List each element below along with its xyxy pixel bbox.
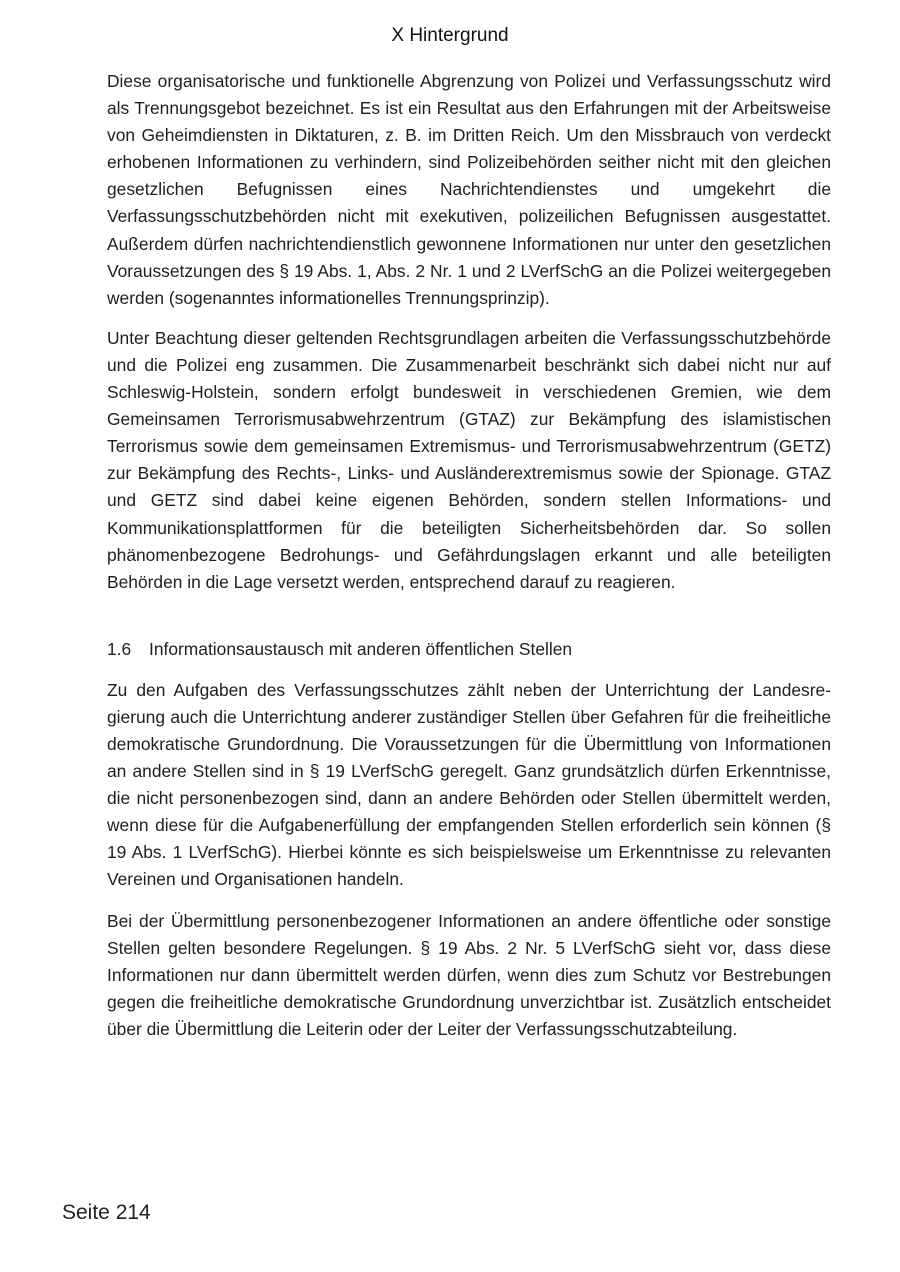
running-header: X Hintergrund: [391, 25, 509, 46]
section-title: Informationsaustausch mit anderen öffentlichen Stellen: [149, 638, 573, 659]
section-heading: [107, 636, 831, 663]
page-content: [107, 68, 831, 1043]
body-paragraph-1: Diese organisatorische und funktionelle Abgrenzung von Polizei und Verfassungsschutz wird als Trennungsgebot bezeichnet. Es ist ein Resultat aus den Erfahrungen mit der Arbeitsweise von Geheimdiensten in Diktaturen, z. B. im Dritten Reich. Um den Missbrauch von verdeckt erhobenen Informationen zu verhindern, sind Polizeibehörden seither nicht mit den gleichen gesetzlichen Befugnissen eines Nachrichtendienstes und umgekehrt die Verfassungsschutzbehörden nicht mit exekutiven, polizeilichen Befugnissen ausgestattet. Außerdem dürfen nachrichtendienstlich gewonnene Informationen nur unter den gesetzlichen Voraussetzungen des § 19 Abs. 1, Abs. 2 Nr. 1 und 2 LVerfSchG an die Polizei weitergegeben werden (sogenanntes informationelles Trennungsprinzip).: [107, 71, 831, 308]
section-number: 1.6: [107, 638, 132, 659]
section-paragraph-1: Zu den Aufgaben des Verfassungsschutzes zählt neben der Unterrichtung der Landesregierung auch die Unterrichtung anderer zuständiger Stellen über Gefahren für die freiheitliche demokratische Grundordnung. Die Voraussetzungen für die Übermittlung von Informationen an andere Stellen sind in § 19 LVerfSchG geregelt. Ganz grundsätzlich dürfen Erkenntnisse, die nicht personenbezogen sind, dann an andere Behörden oder Stellen übermittelt werden, wenn diese für die Aufgabenerfüllung der empfangenden Stellen erforderlich sein können (§ 19 Abs. 1 LVerfSchG). Hierbei könnte es sich beispielsweise um Erkenntnisse zu relevanten Vereinen und Organisationen handeln.: [107, 679, 831, 890]
body-paragraph-2: Unter Beachtung dieser geltenden Rechtsgrundlagen arbeiten die Verfassungsschutzbehörde und die Polizei eng zusammen. Die Zusammenarbeit beschränkt sich dabei nicht nur auf Schleswig-Holstein, sondern erfolgt bundesweit in verschiedenen Gremien, wie dem Gemeinsamen Terrorismusabwehrzentrum (GTAZ) zur Bekämpfung des islamistischen Terrorismus sowie dem gemeinsamen Extremismus- und Terrorismusabwehrzentrum (GETZ) zur Bekämpfung des Rechts-, Links- und Ausländerextremismus sowie der Spionage. GTAZ und GETZ sind dabei keine eigenen Behörden, sondern stellen Informations- und Kommunikationsplattformen für die beteiligten Sicherheitsbehörden dar. So sollen phänomenbezogene Bedrohungs- und Gefährdungslagen erkannt und alle beteiligten Behörden in die Lage versetzt werden, entsprechend darauf zu reagieren.: [107, 327, 831, 592]
section-paragraph-2: Bei der Übermittlung personenbezogener Informationen an andere öffentliche oder sonstige Stellen gelten besondere Regelungen. § 19 Abs. 2 Nr. 5 LVerfSchG sieht vor, dass diese Informationen nur dann übermittelt werden dürfen, wenn dies zum Schutz vor Bestrebungen gegen die freiheitliche demokratische Grundordnung unverzichtbar ist. Zusätzlich entscheidet über die Übermittlung die Leiterin oder der Leiter der Verfassungsschutzabteilung.: [107, 910, 831, 1039]
page-number: Seite 214: [62, 1201, 151, 1224]
